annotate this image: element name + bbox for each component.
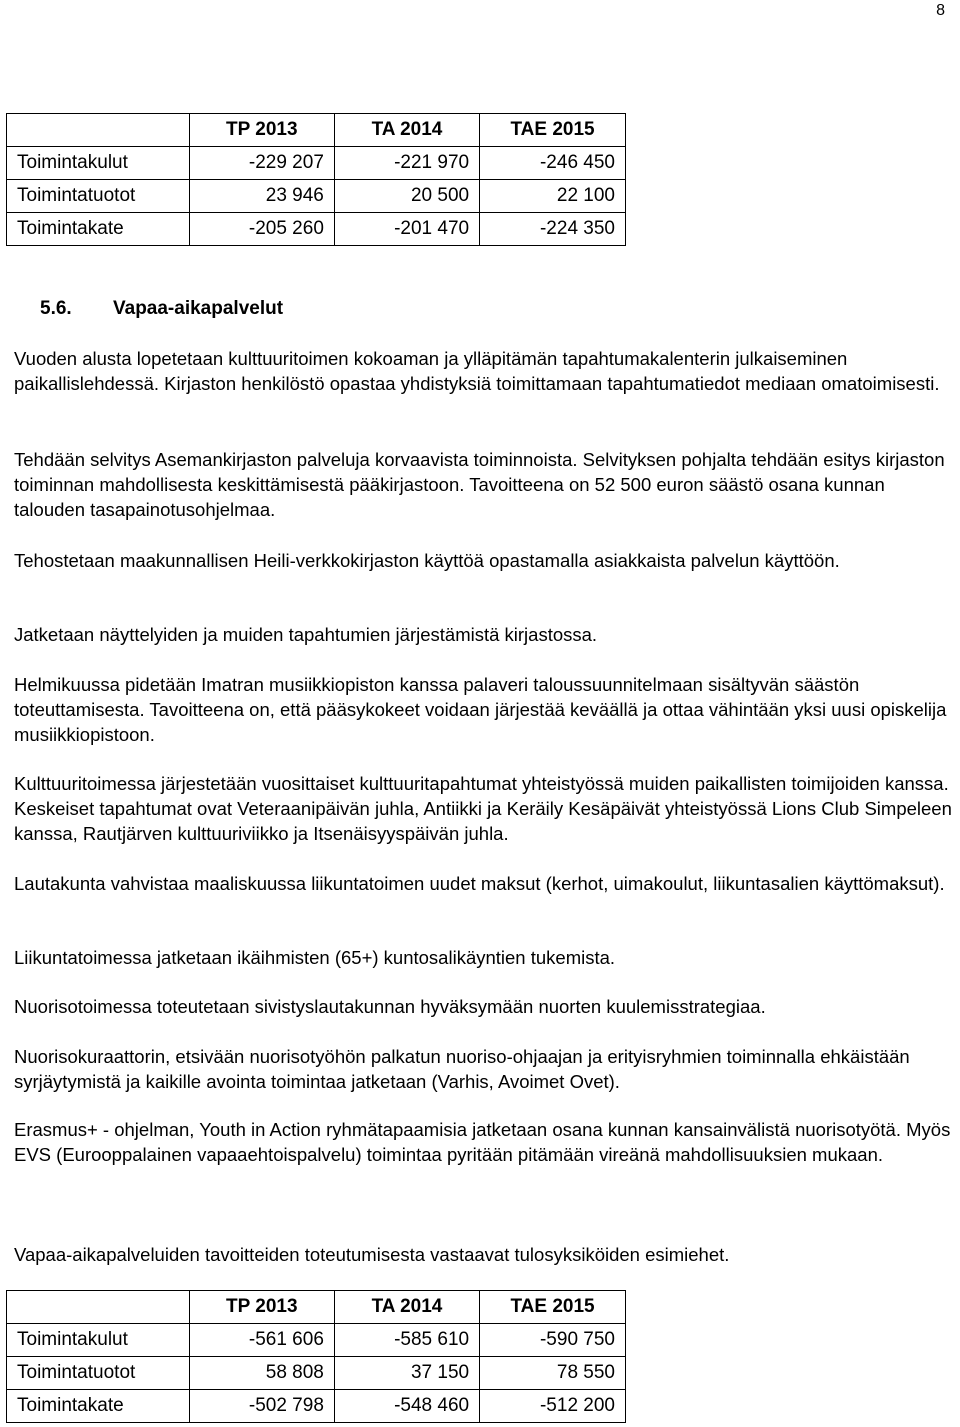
paragraph (14, 771, 954, 846)
paragraph-text: Vapaa-aikapalveluiden tavoitteiden toteutumisesta vastaavat tulosyksiköiden esimiehet. (14, 1244, 730, 1265)
table-cell: -221 970 (334, 147, 479, 180)
table-header-cell (7, 114, 190, 147)
paragraph-text: Kulttuuritoimessa järjestetään vuosittaiset kulttuuritapahtumat yhteistyössä muiden paikallisten toimijoiden kanssa. Keskeiset tapahtumat ovat Veteraanipäivän juhla, Antiikki ja Keräily Kesäpäivät yhteistyössä Lions Club Simpeleen kanssa, Rautjärven kulttuuriviikko ja Itsenäisyyspäivän juhla. (14, 773, 952, 844)
table-header-cell: TA 2014 (334, 1291, 479, 1324)
paragraph-text: Nuorisotoimessa toteutetaan sivistyslautakunnan hyväksymään nuorten kuulemisstrategiaa. (14, 996, 766, 1017)
row-label: Toimintakate (7, 213, 190, 246)
section-title: Vapaa-aikapalvelut (113, 298, 284, 319)
row-label: Toimintakulut (7, 1324, 190, 1357)
table-cell: -548 460 (334, 1390, 479, 1423)
paragraph (14, 994, 954, 1019)
paragraph-text: Vuoden alusta lopetetaan kulttuuritoimen kokoaman ja ylläpitämän tapahtumakalenterin julkaiseminen paikallislehdessä. Kirjaston henkilöstö opastaa yhdistyksiä toimittamaan tapahtumatiedot mediaan omatoimisesti. (14, 348, 940, 394)
paragraph-text: Liikuntatoimessa jatketaan ikäihmisten (65+) kuntosalikäyntien tukemista. (14, 947, 616, 968)
financial-table-2 (6, 1290, 626, 1423)
paragraph (14, 672, 954, 747)
table-cell: 20 500 (334, 180, 479, 213)
table-cell: -590 750 (480, 1324, 626, 1357)
table-cell: 23 946 (189, 180, 334, 213)
table-cell: -246 450 (480, 147, 626, 180)
table-cell: -585 610 (334, 1324, 479, 1357)
table-cell: -561 606 (189, 1324, 334, 1357)
paragraph-text: Erasmus+ - ohjelman, Youth in Action ryhmätapaamisia jatketaan osana kunnan kansainvälistä nuorisotyötä. Myös EVS (Eurooppalainen vapaaehtoispalvelu) toimintaa pyritään pitämään vireänä mahdollisuuksien mukaan. (14, 1119, 951, 1165)
paragraph (14, 1044, 954, 1094)
paragraph (14, 548, 954, 573)
paragraph-text: Lautakunta vahvistaa maaliskuussa liikuntatoimen uudet maksut (kerhot, uimakoulut, liikuntasalien käyttömaksut). (14, 873, 945, 894)
row-label: Toimintatuotot (7, 1357, 190, 1390)
paragraph-text: Nuorisokuraattorin, etsivään nuorisotyöhön palkatun nuoriso-ohjaajan ja erityisryhmien toiminnalla ehkäistään syrjäytymistä ja kaikille avointa toimintaa jatketaan (Varhis, Avoimet Ovet). (14, 1046, 910, 1092)
section-heading (40, 298, 283, 320)
table-row (7, 1357, 626, 1390)
table-cell: 78 550 (480, 1357, 626, 1390)
table-cell: -201 470 (334, 213, 479, 246)
table-cell: -502 798 (189, 1390, 334, 1423)
table-cell: -512 200 (480, 1390, 626, 1423)
table-cell: 22 100 (480, 180, 626, 213)
paragraph-text: Tehostetaan maakunnallisen Heili-verkkokirjaston käyttöä opastamalla asiakkaista palvelun käyttöön. (14, 550, 840, 571)
table-cell: -224 350 (480, 213, 626, 246)
paragraph (14, 1117, 954, 1167)
row-label: Toimintakate (7, 1390, 190, 1423)
table-header-row (7, 114, 626, 147)
paragraph (14, 871, 954, 896)
table-header-cell: TP 2013 (189, 114, 334, 147)
table-cell: -205 260 (189, 213, 334, 246)
paragraph (14, 447, 954, 522)
row-label: Toimintatuotot (7, 180, 190, 213)
table-header-cell: TAE 2015 (480, 114, 626, 147)
paragraph-text: Helmikuussa pidetään Imatran musiikkiopiston kanssa palaveri taloussuunnitelmaan sisältyvän säästön toteuttamisesta. Tavoitteena on, että pääsykokeet voidaan järjestää keväällä ja ottaa vähintään yksi uusi opiskelija musiikkiopistoon. (14, 674, 947, 745)
paragraph-text: Tehdään selvitys Asemankirjaston palveluja korvaavista toiminnoista. Selvityksen pohjalta tehdään esitys kirjaston toiminnan mahdollisesta keskittämisestä pääkirjastoon. Tavoitteena on 52 500 euron säästö osana kunnan talouden tasapainotusohjelmaa. (14, 449, 945, 520)
table-row (7, 213, 626, 246)
paragraph (14, 622, 954, 647)
financial-table-1 (6, 113, 626, 246)
table-header-cell: TAE 2015 (480, 1291, 626, 1324)
table-header-cell (7, 1291, 190, 1324)
table-row (7, 147, 626, 180)
page-number: 8 (936, 2, 945, 19)
section-number: 5.6. (40, 298, 72, 319)
table-cell: 37 150 (334, 1357, 479, 1390)
table-cell: 58 808 (189, 1357, 334, 1390)
table-header-cell: TA 2014 (334, 114, 479, 147)
table-row (7, 1324, 626, 1357)
table-cell: -229 207 (189, 147, 334, 180)
row-label: Toimintakulut (7, 147, 190, 180)
paragraph (14, 346, 954, 396)
table-row (7, 1390, 626, 1423)
paragraph (14, 945, 954, 970)
table-row (7, 180, 626, 213)
table-header-cell: TP 2013 (189, 1291, 334, 1324)
table-header-row (7, 1291, 626, 1324)
paragraph-text: Jatketaan näyttelyiden ja muiden tapahtumien järjestämistä kirjastossa. (14, 624, 598, 645)
paragraph (14, 1242, 954, 1267)
